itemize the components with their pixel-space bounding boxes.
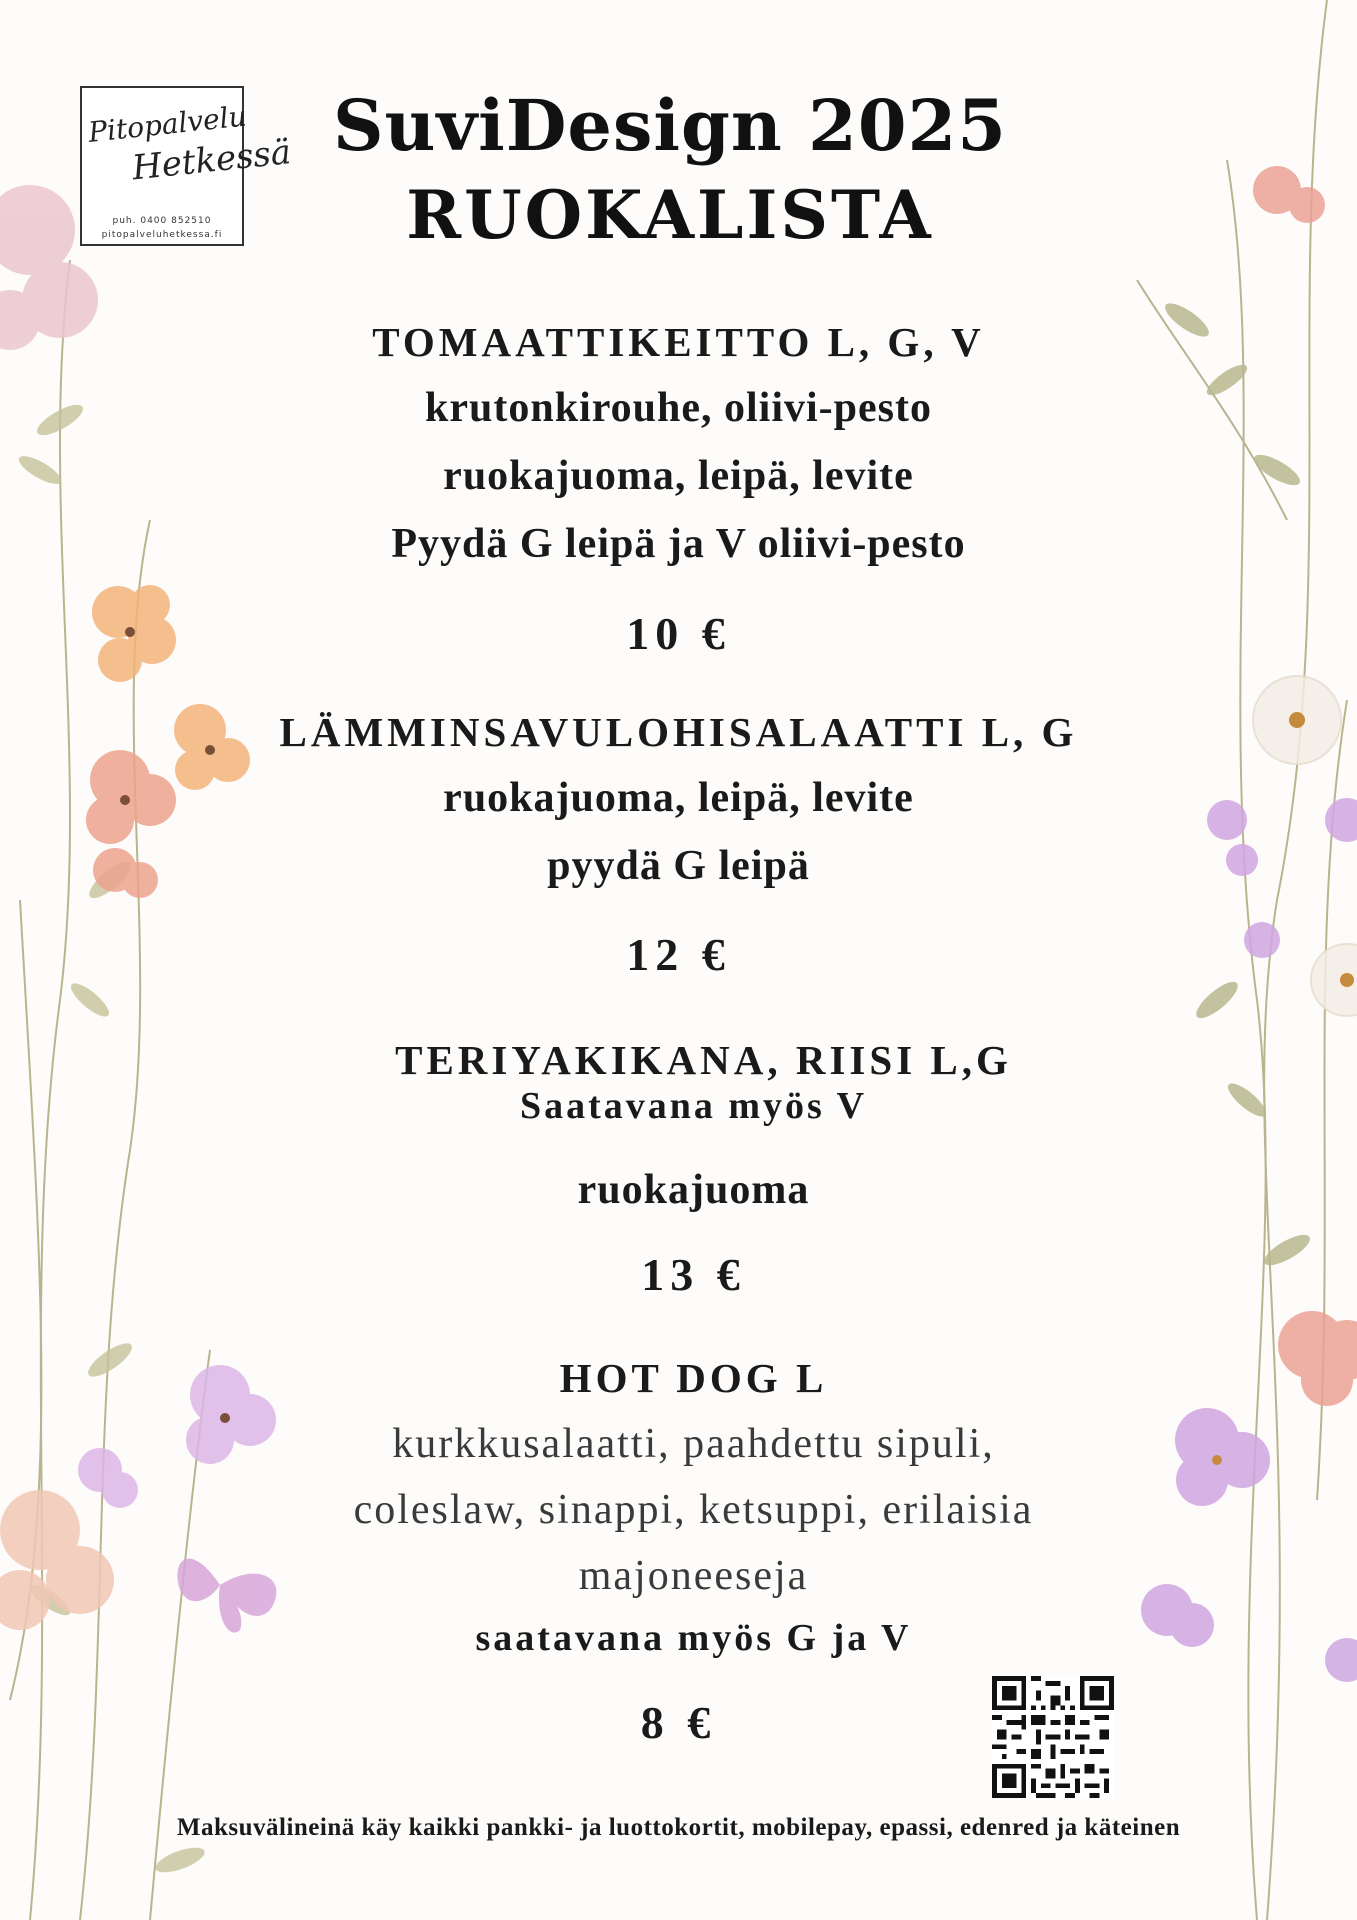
logo-script-line2: Hetkessä (130, 132, 293, 189)
menu-item-2-name: LÄMMINSAVULOHISALAATTI L, G (279, 709, 1078, 755)
logo (80, 86, 293, 246)
menu-item-4-line: kurkkusalaatti, paahdettu sipuli, (392, 1421, 995, 1467)
menu-item-4-line: majoneeseja (578, 1553, 809, 1599)
menu-item-4-note: saatavana myös G ja V (475, 1617, 912, 1659)
menu-item-4-line: coleslaw, sinappi, ketsuppi, erilaisia (353, 1487, 1034, 1533)
logo-script-line1: Pitopalvelu (86, 99, 249, 149)
menu-item-1-line: Pyydä G leipä ja V oliivi-pesto (391, 521, 966, 567)
payment-info: Maksuvälineinä käy kaikki pankki- ja luottokortit, mobilepay, epassi, edenred ja käteinen (176, 1814, 1181, 1841)
menu-item-1-name: TOMAATTIKEITTO L, G, V (372, 319, 985, 365)
menu-item-3-note: Saatavana myös V (519, 1085, 868, 1127)
page-subtitle: RUOKALISTA (406, 176, 934, 254)
menu-item-1-line: ruokajuoma, leipä, levite (443, 453, 914, 499)
menu-item-2-price: 12 € (626, 929, 731, 980)
menu-item-2-line: pyydä G leipä (547, 843, 810, 889)
logo-phone: puh. 0400 852510 (112, 216, 212, 226)
logo-website: pitopalveluhetkessa.fi (101, 230, 223, 240)
menu-item-3-name: TERIYAKIKANA, RIISI L,G (395, 1037, 1012, 1083)
menu-item-2-line: ruokajuoma, leipä, levite (443, 775, 914, 821)
menu-item-4-name: HOT DOG L (559, 1355, 828, 1401)
page-title: SuviDesign 2025 (333, 84, 1007, 167)
logo-script (86, 95, 293, 192)
menu-item-1-price: 10 € (626, 608, 731, 659)
menu-item-1-line: krutonkirouhe, oliivi-pesto (425, 385, 932, 431)
qr-code-icon[interactable] (992, 1676, 1114, 1798)
menu-item-3-line: ruokajuoma (577, 1167, 810, 1213)
menu-item-3-price: 13 € (641, 1249, 746, 1300)
menu-item-4-price: 8 € (640, 1697, 717, 1748)
